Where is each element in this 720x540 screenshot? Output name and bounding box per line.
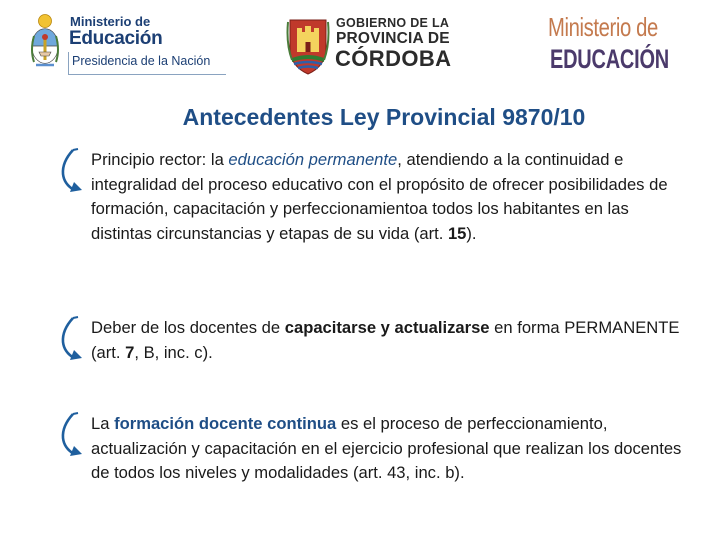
slide-title: Antecedentes Ley Provincial 9870/10 [182,104,586,130]
bullet1-part1: Principio rector: la [91,150,229,169]
logo-cordoba-line3: CÓRDOBA [335,46,452,71]
bullet3-part3: es el proceso de perfeccionamiento, actualización y capacitación en el ejercicio profesional que realizan los docentes de todos los niveles y modalidades (art. 43, inc. b). [91,414,682,482]
bullet1-part5: ). [466,223,477,243]
bullet1-part2: educación permanente [228,150,398,169]
logo-provincia-line2: EDUCACIÓN [550,44,670,74]
logo-nacion-line3: Presidencia de la Nación [72,54,211,68]
bullet2-part3: en forma PERMANENTE (art. [91,318,680,362]
curved-arrow-icon [58,148,92,194]
bullet-text-1 [91,148,691,246]
logo-provincia-line1: Ministerio de [548,12,658,42]
logo-nacion-line1: Ministerio de [70,14,151,29]
logo-divider [68,52,69,74]
bullet2-part1: Deber de los docentes de [91,318,285,337]
bullet-text-2 [91,316,691,365]
bullet1-part3: , atendiendo a la continuidad e integralidad del proceso educativo con el propósito de ofrecer posibilidades de formación, capacitación y perfeccionamientoa todos los habitantes en las distintas circunstancias y etapas de su vida (art. [91,150,668,243]
bullet2-part4: 7 [125,342,135,362]
argentina-coat-of-arms-icon [28,12,62,74]
header [0,0,720,90]
bullet2-part2: capacitarse y actualizarse [284,318,490,337]
logo-nacion-line2: Educación [69,28,163,49]
bullet1-part4: 15 [447,223,467,243]
logo-cordoba-line2: PROVINCIA DE [336,30,450,47]
bullet2-part5: , B, inc. c). [134,342,213,362]
logo-gobierno-cordoba [286,14,466,76]
logo-underline [68,74,226,75]
cordoba-shield-icon [286,14,330,76]
logo-ministerio-educacion-nacion [28,10,233,76]
logo-cordoba-line1: GOBIERNO DE LA [336,16,450,30]
curved-arrow-icon [58,412,92,458]
bullet3-part2: formación docente continua [114,414,337,433]
bullet-text-3 [91,412,691,486]
bullet3-part1: La [91,414,115,433]
curved-arrow-icon [58,316,92,362]
logo-ministerio-educacion-cordoba [548,10,698,76]
